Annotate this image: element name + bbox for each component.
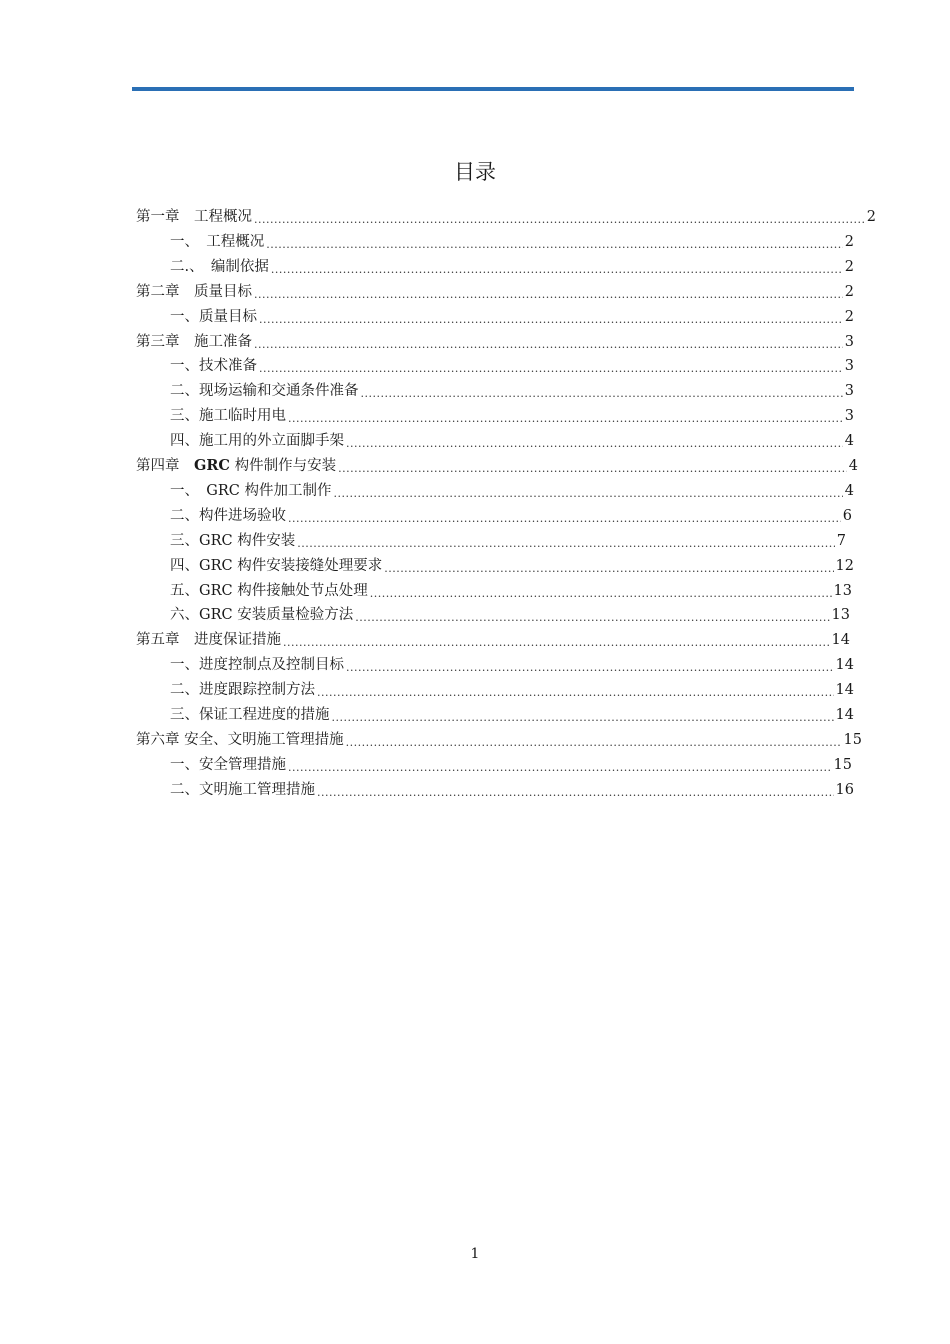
toc-entry-page: 3 [844,408,854,425]
toc-entry-page: 3 [844,383,854,400]
toc-entry-label: 第一章 工程概况 [136,209,252,225]
toc-entry-page: 3 [844,358,854,375]
toc-entry-page: 6 [842,507,852,524]
toc-leader-dots [361,381,843,401]
toc-leader-dots [288,755,832,775]
toc-leader-dots [288,506,841,526]
toc-leader-dots [384,556,833,576]
toc-entry[interactable] [170,476,854,501]
toc-entry-page: 12 [835,557,854,574]
toc-entry[interactable] [170,750,852,775]
toc-entry-label-suffix: 构件制作与安装 [229,458,337,474]
toc-entry-label: 二、构件进场验收 [170,507,286,524]
toc-entry-label: 一、 GRC 构件加工制作 [170,482,332,499]
toc-entry[interactable] [170,600,850,625]
toc-entry-page: 14 [835,682,854,699]
toc-entry-page: 2 [844,233,854,250]
toc-leader-dots [370,581,832,601]
toc-entry[interactable] [170,302,854,327]
toc-entry[interactable] [136,625,850,650]
toc-entry-label [136,456,336,476]
toc-entry-label: 第二章 质量目标 [136,283,252,300]
toc-entry-page: 2 [844,283,854,300]
toc-entry-label-prefix: 第四章 [136,458,194,474]
toc-entry-label: 一、 工程概况 [170,233,265,250]
toc-leader-dots [283,630,830,650]
toc-entry-label: 一、安全管理措施 [170,756,286,773]
header-rule [132,87,854,91]
toc-leader-dots [297,531,835,551]
toc-leader-dots [346,655,834,675]
toc-entry-label: 三、保证工程进度的措施 [170,707,330,723]
toc-entry-label: 三、施工临时用电 [170,408,286,425]
toc-leader-dots [346,730,842,750]
toc-entry-label: 一、进度控制点及控制目标 [170,657,344,674]
toc-entry-label-bold: GRC [194,457,230,474]
toc-entry-label: 三、GRC 构件安装 [170,532,296,549]
toc-leader-dots [254,207,865,227]
toc-leader-dots [259,307,843,327]
toc-entry[interactable] [170,376,854,401]
toc-leader-dots [271,257,843,277]
toc-entry-page: 16 [835,781,854,798]
toc-entry-label: 第三章 施工准备 [136,333,252,350]
toc-entry-label: 一、技术准备 [170,358,257,375]
toc-entry-page: 14 [835,657,854,674]
toc-entry-label: 四、施工用的外立面脚手架 [170,433,344,450]
toc-entry-label: 四、GRC 构件安装接缝处理要求 [170,557,383,574]
toc-entry[interactable] [136,277,854,302]
page-number: 1 [470,1246,480,1262]
toc-entry-page: 3 [844,333,854,350]
toc-entry[interactable] [136,725,862,750]
toc-entry[interactable] [170,700,854,725]
toc-entry[interactable] [170,775,854,800]
toc-entry-page: 14 [835,707,854,723]
toc-entry-page: 2 [866,209,876,225]
toc-entry-page: 4 [844,433,854,450]
toc-leader-dots [288,406,843,426]
toc-entry-label: 二、文明施工管理措施 [170,781,315,798]
toc-entry-label: 五、GRC 构件接触处节点处理 [170,582,368,599]
toc-entry-label: 第六章 安全、文明施工管理措施 [136,731,344,748]
toc-entry[interactable] [136,202,876,227]
toc-entry-label: 一、质量目标 [170,308,257,325]
toc-entry-page: 7 [836,532,846,549]
toc-entry-label: 二、现场运输和交通条件准备 [170,383,359,400]
toc-leader-dots [332,705,834,725]
toc-entry[interactable] [170,551,854,576]
toc-entry-label: 六、GRC 安装质量检验方法 [170,607,354,624]
toc-entry[interactable] [170,526,846,551]
toc-entry[interactable] [170,252,854,277]
toc-entry-page: 2 [844,308,854,325]
toc-leader-dots [346,431,843,451]
toc-entry[interactable] [170,675,854,700]
toc-entry-label: 第五章 进度保证措施 [136,632,281,649]
toc-entry-page: 13 [831,607,850,624]
toc-leader-dots [254,282,843,302]
toc-entry[interactable] [170,351,854,376]
toc-entry-page: 14 [831,632,850,649]
toc-title: 目录 [454,160,496,184]
toc-leader-dots [254,332,843,352]
toc-leader-dots [266,232,843,252]
toc-entry[interactable] [170,501,852,526]
toc-entry[interactable] [170,426,854,451]
toc-entry-label: 二.、 编制依据 [170,258,269,275]
toc-entry[interactable] [170,401,854,426]
toc-entry-page: 15 [843,731,862,748]
toc-leader-dots [333,481,842,501]
toc-entry-page: 15 [833,756,852,773]
toc-entry-page: 4 [844,482,854,499]
toc-entry-label: 二、进度跟踪控制方法 [170,682,315,699]
toc-entry[interactable] [170,576,852,601]
toc-entry[interactable] [170,650,854,675]
toc-entry-page: 13 [833,582,852,599]
toc-leader-dots [317,780,834,800]
toc-leader-dots [338,456,847,476]
toc-entry-page: 2 [844,258,854,275]
toc-entry[interactable] [136,327,854,352]
toc-leader-dots [259,356,843,376]
toc-entry[interactable] [170,227,854,252]
toc-entry-page: 4 [848,458,858,474]
toc-leader-dots [355,605,829,625]
toc-entry[interactable] [136,451,858,476]
toc-leader-dots [317,680,834,700]
